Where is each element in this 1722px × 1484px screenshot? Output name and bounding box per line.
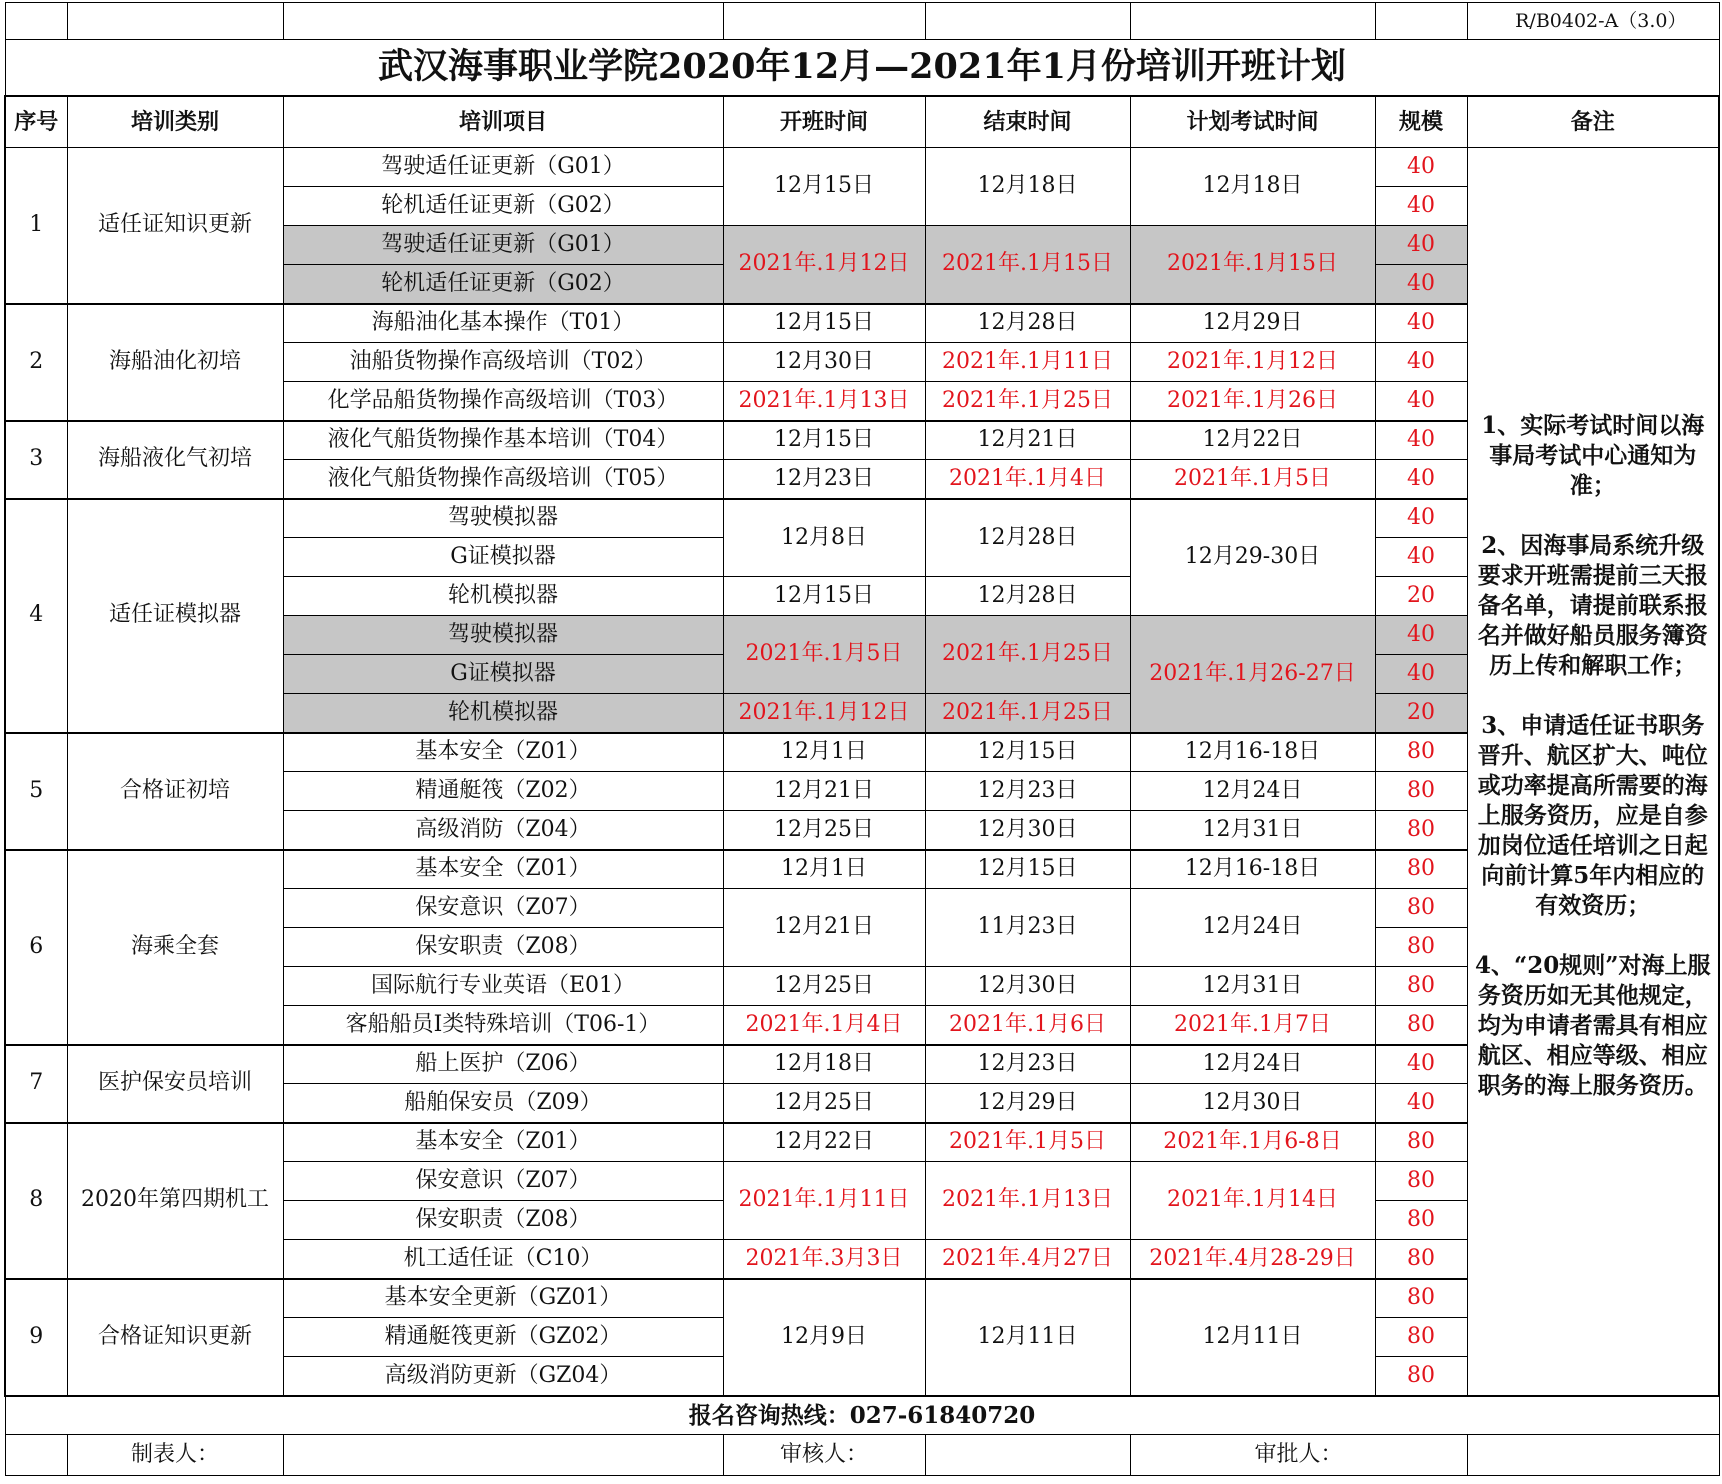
scale-cell: 40 <box>1375 265 1467 304</box>
header-row <box>5 96 1719 148</box>
exam-cell: 2021年.1月5日 <box>1130 460 1375 499</box>
exam-cell: 12月11日 <box>1130 1279 1375 1396</box>
exam-cell: 12月31日 <box>1130 811 1375 850</box>
start-cell: 2021年.1月4日 <box>723 1006 925 1045</box>
scale-cell: 80 <box>1375 1318 1467 1357</box>
item-cell: 轮机模拟器 <box>283 694 723 733</box>
scale-cell: 80 <box>1375 1240 1467 1279</box>
group-no: 8 <box>5 1123 67 1279</box>
scale-cell: 80 <box>1375 733 1467 772</box>
exam-cell: 12月16-18日 <box>1130 850 1375 889</box>
start-cell: 12月18日 <box>723 1045 925 1084</box>
end-cell: 12月28日 <box>925 577 1130 616</box>
item-cell: 基本安全（Z01） <box>283 850 723 889</box>
start-cell: 12月1日 <box>723 850 925 889</box>
reviewer-label: 审核人： <box>723 1435 925 1476</box>
item-cell: 客船船员Ⅰ类特殊培训（T06-1） <box>283 1006 723 1045</box>
header-scale: 规模 <box>1375 96 1467 148</box>
end-cell: 12月11日 <box>925 1279 1130 1396</box>
end-cell: 12月15日 <box>925 850 1130 889</box>
header-category: 培训类别 <box>67 96 283 148</box>
end-cell: 2021年.1月15日 <box>925 226 1130 304</box>
title-row <box>5 40 1719 96</box>
end-cell: 2021年.1月11日 <box>925 343 1130 382</box>
exam-cell: 12月22日 <box>1130 421 1375 460</box>
table-row <box>5 1123 1719 1162</box>
item-cell: 油船货物操作高级培训（T02） <box>283 343 723 382</box>
exam-cell: 2021年.4月28-29日 <box>1130 1240 1375 1279</box>
scale-cell: 40 <box>1375 421 1467 460</box>
end-cell: 12月18日 <box>925 148 1130 226</box>
start-cell: 12月22日 <box>723 1123 925 1162</box>
scale-cell: 80 <box>1375 928 1467 967</box>
scale-cell: 80 <box>1375 889 1467 928</box>
item-cell: 国际航行专业英语（E01） <box>283 967 723 1006</box>
item-cell: G证模拟器 <box>283 538 723 577</box>
start-cell: 2021年.1月12日 <box>723 226 925 304</box>
header-remarks: 备注 <box>1467 96 1719 148</box>
scale-cell: 80 <box>1375 850 1467 889</box>
header-end: 结束时间 <box>925 96 1130 148</box>
scale-cell: 80 <box>1375 1006 1467 1045</box>
exam-cell: 2021年.1月26-27日 <box>1130 616 1375 733</box>
end-cell: 2021年.1月5日 <box>925 1123 1130 1162</box>
item-cell: 保安职责（Z08） <box>283 928 723 967</box>
scale-cell: 40 <box>1375 148 1467 187</box>
start-cell: 2021年.1月11日 <box>723 1162 925 1240</box>
start-cell: 12月25日 <box>723 811 925 850</box>
end-cell: 12月21日 <box>925 421 1130 460</box>
table-row <box>5 1045 1719 1084</box>
end-cell: 11月23日 <box>925 889 1130 967</box>
scale-cell: 40 <box>1375 616 1467 655</box>
item-cell: 高级消防（Z04） <box>283 811 723 850</box>
end-cell: 2021年.1月13日 <box>925 1162 1130 1240</box>
item-cell: 轮机适任证更新（G02） <box>283 265 723 304</box>
scale-cell: 40 <box>1375 226 1467 265</box>
item-cell: 液化气船货物操作基本培训（T04） <box>283 421 723 460</box>
start-cell: 12月21日 <box>723 889 925 967</box>
table-row <box>5 304 1719 343</box>
start-cell: 2021年.3月3日 <box>723 1240 925 1279</box>
item-cell: 驾驶适任证更新（G01） <box>283 226 723 265</box>
end-cell: 12月30日 <box>925 811 1130 850</box>
item-cell: 驾驶适任证更新（G01） <box>283 148 723 187</box>
item-cell: 轮机适任证更新（G02） <box>283 187 723 226</box>
header-exam: 计划考试时间 <box>1130 96 1375 148</box>
start-cell: 2021年.1月5日 <box>723 616 925 694</box>
remark-3: 3、申请适任证书职务晋升、航区扩大、吨位或功率提高所需要的海上服务资历，应是自参加岗位适任培训之日起向前计算5年内相应的有效资历； <box>1477 712 1708 920</box>
item-cell: 海船油化基本操作（T01） <box>283 304 723 343</box>
scale-cell: 40 <box>1375 382 1467 421</box>
item-cell: 驾驶模拟器 <box>283 616 723 655</box>
end-cell: 12月30日 <box>925 967 1130 1006</box>
hotline-row <box>5 1396 1719 1435</box>
group-no: 6 <box>5 850 67 1045</box>
scale-cell: 40 <box>1375 499 1467 538</box>
table-row <box>5 148 1719 187</box>
item-cell: 保安意识（Z07） <box>283 889 723 928</box>
end-cell: 2021年.1月6日 <box>925 1006 1130 1045</box>
group-category: 海乘全套 <box>67 850 283 1045</box>
item-cell: 基本安全（Z01） <box>283 1123 723 1162</box>
scale-cell: 80 <box>1375 967 1467 1006</box>
approver-label: 审批人： <box>1130 1435 1467 1476</box>
item-cell: 机工适任证（C10） <box>283 1240 723 1279</box>
exam-cell: 12月16-18日 <box>1130 733 1375 772</box>
scale-cell: 80 <box>1375 1162 1467 1201</box>
start-cell: 2021年.1月12日 <box>723 694 925 733</box>
item-cell: 高级消防更新（GZ04） <box>283 1357 723 1396</box>
group-category: 医护保安员培训 <box>67 1045 283 1123</box>
table-row <box>5 421 1719 460</box>
group-category: 合格证知识更新 <box>67 1279 283 1396</box>
scale-cell: 80 <box>1375 1357 1467 1396</box>
start-cell: 12月9日 <box>723 1279 925 1396</box>
doc-code-row <box>5 3 1719 40</box>
exam-cell: 2021年.1月12日 <box>1130 343 1375 382</box>
header-item: 培训项目 <box>283 96 723 148</box>
end-cell: 12月29日 <box>925 1084 1130 1123</box>
training-plan-sheet <box>4 2 1718 1482</box>
exam-cell: 12月29日 <box>1130 304 1375 343</box>
remark-4: 4、“20规则”对海上服务资历如无其他规定，均为申请者需具有相应航区、相应等级、相应职务的海上服务资历。 <box>1475 952 1711 1100</box>
start-cell: 12月23日 <box>723 460 925 499</box>
item-cell: 驾驶模拟器 <box>283 499 723 538</box>
end-cell: 12月28日 <box>925 499 1130 577</box>
group-no: 4 <box>5 499 67 733</box>
group-category: 合格证初培 <box>67 733 283 850</box>
training-plan-table <box>4 2 1720 1476</box>
item-cell: 保安职责（Z08） <box>283 1201 723 1240</box>
item-cell: 液化气船货物操作高级培训（T05） <box>283 460 723 499</box>
scale-cell: 40 <box>1375 1045 1467 1084</box>
start-cell: 12月25日 <box>723 1084 925 1123</box>
exam-cell: 2021年.1月14日 <box>1130 1162 1375 1240</box>
hotline: 报名咨询热线：027-61840720 <box>5 1396 1719 1435</box>
end-cell: 2021年.1月25日 <box>925 382 1130 421</box>
item-cell: 基本安全更新（GZ01） <box>283 1279 723 1318</box>
item-cell: 基本安全（Z01） <box>283 733 723 772</box>
scale-cell: 40 <box>1375 460 1467 499</box>
exam-cell: 12月31日 <box>1130 967 1375 1006</box>
group-category: 海船油化初培 <box>67 304 283 421</box>
exam-cell: 2021年.1月7日 <box>1130 1006 1375 1045</box>
group-category: 海船液化气初培 <box>67 421 283 499</box>
scale-cell: 80 <box>1375 1279 1467 1318</box>
exam-cell: 2021年.1月15日 <box>1130 226 1375 304</box>
exam-cell: 12月24日 <box>1130 1045 1375 1084</box>
exam-cell: 2021年.1月26日 <box>1130 382 1375 421</box>
maker-label: 制表人： <box>67 1435 283 1476</box>
scale-cell: 20 <box>1375 577 1467 616</box>
table-row <box>5 1279 1719 1318</box>
exam-cell: 12月18日 <box>1130 148 1375 226</box>
page-title: 武汉海事职业学院2020年12月—2021年1月份培训开班计划 <box>5 40 1719 96</box>
group-category: 适任证知识更新 <box>67 148 283 304</box>
table-row <box>5 850 1719 889</box>
scale-cell: 40 <box>1375 655 1467 694</box>
item-cell: 船上医护（Z06） <box>283 1045 723 1084</box>
start-cell: 2021年.1月13日 <box>723 382 925 421</box>
table-row <box>5 733 1719 772</box>
table-row <box>5 499 1719 538</box>
scale-cell: 80 <box>1375 1123 1467 1162</box>
start-cell: 12月25日 <box>723 967 925 1006</box>
exam-cell: 2021年.1月6-8日 <box>1130 1123 1375 1162</box>
group-no: 9 <box>5 1279 67 1396</box>
end-cell: 2021年.1月25日 <box>925 616 1130 694</box>
scale-cell: 80 <box>1375 811 1467 850</box>
remark-1: 1、实际考试时间以海事局考试中心通知为准； <box>1481 412 1705 500</box>
exam-cell: 12月30日 <box>1130 1084 1375 1123</box>
remarks-cell <box>1467 148 1719 1396</box>
group-category: 适任证模拟器 <box>67 499 283 733</box>
remark-2: 2、因海事局系统升级要求开班需提前三天报备名单，请提前联系报名并做好船员服务簿资历上传和解职工作； <box>1477 532 1708 680</box>
item-cell: 精通艇筏（Z02） <box>283 772 723 811</box>
doc-code: R/B0402-A（3.0） <box>1467 3 1719 40</box>
start-cell: 12月1日 <box>723 733 925 772</box>
end-cell: 2021年.1月25日 <box>925 694 1130 733</box>
scale-cell: 80 <box>1375 772 1467 811</box>
group-category: 2020年第四期机工 <box>67 1123 283 1279</box>
group-no: 5 <box>5 733 67 850</box>
scale-cell: 80 <box>1375 1201 1467 1240</box>
item-cell: 轮机模拟器 <box>283 577 723 616</box>
item-cell: G证模拟器 <box>283 655 723 694</box>
scale-cell: 40 <box>1375 1084 1467 1123</box>
end-cell: 12月23日 <box>925 772 1130 811</box>
group-no: 3 <box>5 421 67 499</box>
scale-cell: 40 <box>1375 343 1467 382</box>
start-cell: 12月15日 <box>723 304 925 343</box>
header-start: 开班时间 <box>723 96 925 148</box>
group-no: 1 <box>5 148 67 304</box>
exam-cell: 12月29-30日 <box>1130 499 1375 616</box>
start-cell: 12月30日 <box>723 343 925 382</box>
group-no: 2 <box>5 304 67 421</box>
end-cell: 2021年.1月4日 <box>925 460 1130 499</box>
end-cell: 2021年.4月27日 <box>925 1240 1130 1279</box>
start-cell: 12月8日 <box>723 499 925 577</box>
item-cell: 化学品船货物操作高级培训（T03） <box>283 382 723 421</box>
group-no: 7 <box>5 1045 67 1123</box>
start-cell: 12月15日 <box>723 421 925 460</box>
item-cell: 精通艇筏更新（GZ02） <box>283 1318 723 1357</box>
item-cell: 保安意识（Z07） <box>283 1162 723 1201</box>
end-cell: 12月28日 <box>925 304 1130 343</box>
signature-row <box>5 1435 1719 1476</box>
header-no: 序号 <box>5 96 67 148</box>
end-cell: 12月15日 <box>925 733 1130 772</box>
item-cell: 船舶保安员（Z09） <box>283 1084 723 1123</box>
start-cell: 12月15日 <box>723 577 925 616</box>
exam-cell: 12月24日 <box>1130 772 1375 811</box>
scale-cell: 40 <box>1375 304 1467 343</box>
exam-cell: 12月24日 <box>1130 889 1375 967</box>
scale-cell: 40 <box>1375 538 1467 577</box>
scale-cell: 20 <box>1375 694 1467 733</box>
start-cell: 12月15日 <box>723 148 925 226</box>
scale-cell: 40 <box>1375 187 1467 226</box>
start-cell: 12月21日 <box>723 772 925 811</box>
end-cell: 12月23日 <box>925 1045 1130 1084</box>
